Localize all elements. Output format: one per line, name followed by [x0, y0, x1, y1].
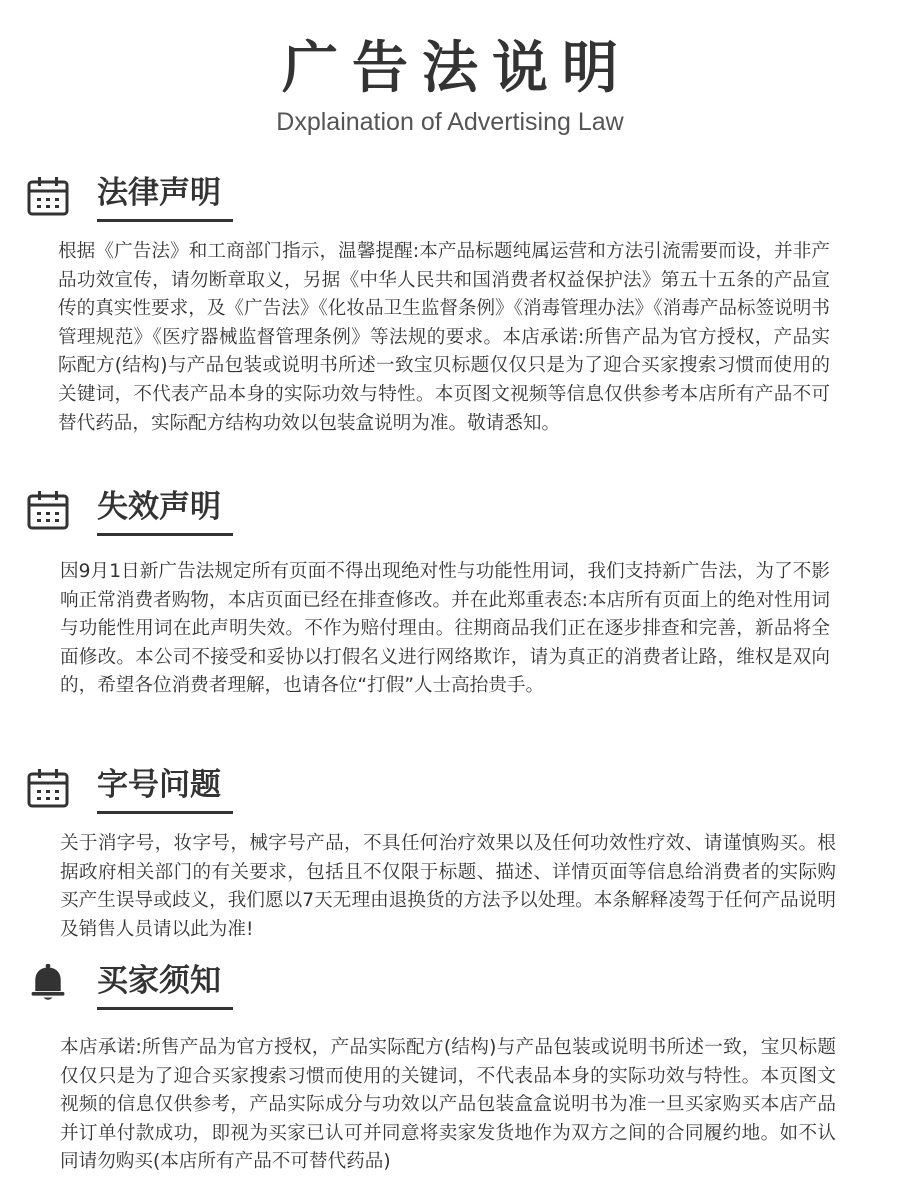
section-title-underline [97, 533, 233, 536]
section-title-underline [97, 1007, 233, 1010]
calendar-icon [26, 174, 70, 218]
section-body: 因9月1日新广告法规定所有页面不得出现绝对性与功能性用词，我们支持新广告法，为了不影响正常消费者购物，本店页面已经在排查修改。并在此郑重表态:本店所有页面上的绝对性用词与功能性用词在此声明失效。不作为赔付理由。往期商品我们正在逐步排查和完善，新品将全面修改。本公司不接受和妥协以打假名义进行网络欺诈，请为真正的消费者让路，维权是双向的，希望各位消费者理解，也请各位“打假”人士高抬贵手。 [60, 561, 830, 697]
section-title-underline [97, 811, 233, 814]
section-buyer-notice [0, 960, 900, 1177]
section-invalidation-statement [0, 486, 900, 701]
section-legal-statement [0, 172, 900, 438]
section-title-underline [97, 219, 233, 222]
section-title: 买家须知 [97, 963, 221, 999]
section-body: 根据《广告法》和工商部门指示，温馨提醒:本产品标题纯属运营和方法引流需要而设，并非产品功效宣传，请勿断章取义，另据《中华人民共和国消费者权益保护法》第五十五条的产品宣传的真实性要求，及《广告法》《化妆品卫生监督条例》《消毒管理办法》《消毒产品标签说明书管理规范》《医疗器械监督管理条例》等法规的要求。本店承诺:所售产品为官方授权，产品实际配方(结构)与产品包装或说明书所述一致宝贝标题仅仅只是为了迎合买家搜索习惯而使用的关键词，不代表产品本身的实际功效与特性。本页图文视频等信息仅供参考本店所有产品不可替代药品，实际配方结构功效以包装盒说明为准。敬请悉知。 [58, 241, 830, 434]
section-font-size-issue [0, 764, 900, 944]
section-title: 法律声明 [97, 175, 221, 211]
section-title: 字号问题 [97, 767, 221, 803]
page-title: 广告法说明 [282, 36, 632, 101]
page-header [0, 0, 900, 138]
section-body: 关于消字号，妆字号，械字号产品，不具任何治疗效果以及任何功效性疗效、请谨慎购买。根据政府相关部门的有关要求，包括且不仅限于标题、描述、详情页面等信息给消费者的实际购买产生误导或歧义，我们愿以7天无理由退换货的方法予以处理。本条解释凌驾于任何产品说明及销售人员请以此为准! [60, 833, 836, 940]
section-header [0, 960, 900, 1012]
section-header [0, 172, 900, 224]
calendar-icon [26, 488, 70, 532]
section-title: 失效声明 [97, 489, 221, 525]
section-header [0, 486, 900, 538]
section-header [0, 764, 900, 816]
bell-icon [28, 960, 68, 1004]
section-body: 本店承诺:所售产品为官方授权，产品实际配方(结构)与产品包装或说明书所述一致，宝贝标题仅仅只是为了迎合买家搜索习惯而使用的关键词，不代表品本身的实际功效与特性。本页图文视频的信息仅供参考，产品实际成分与功效以产品包装盒盒说明书为准一旦买家购买本店产品并订单付款成功，即视为买家已认可并同意将卖家发货地作为双方之间的合同履约地。如不认同请勿购买(本店所有产品不可替代药品) [60, 1037, 836, 1173]
page-subtitle: Dxplaination of Advertising Law [276, 108, 624, 136]
calendar-icon [26, 766, 70, 810]
